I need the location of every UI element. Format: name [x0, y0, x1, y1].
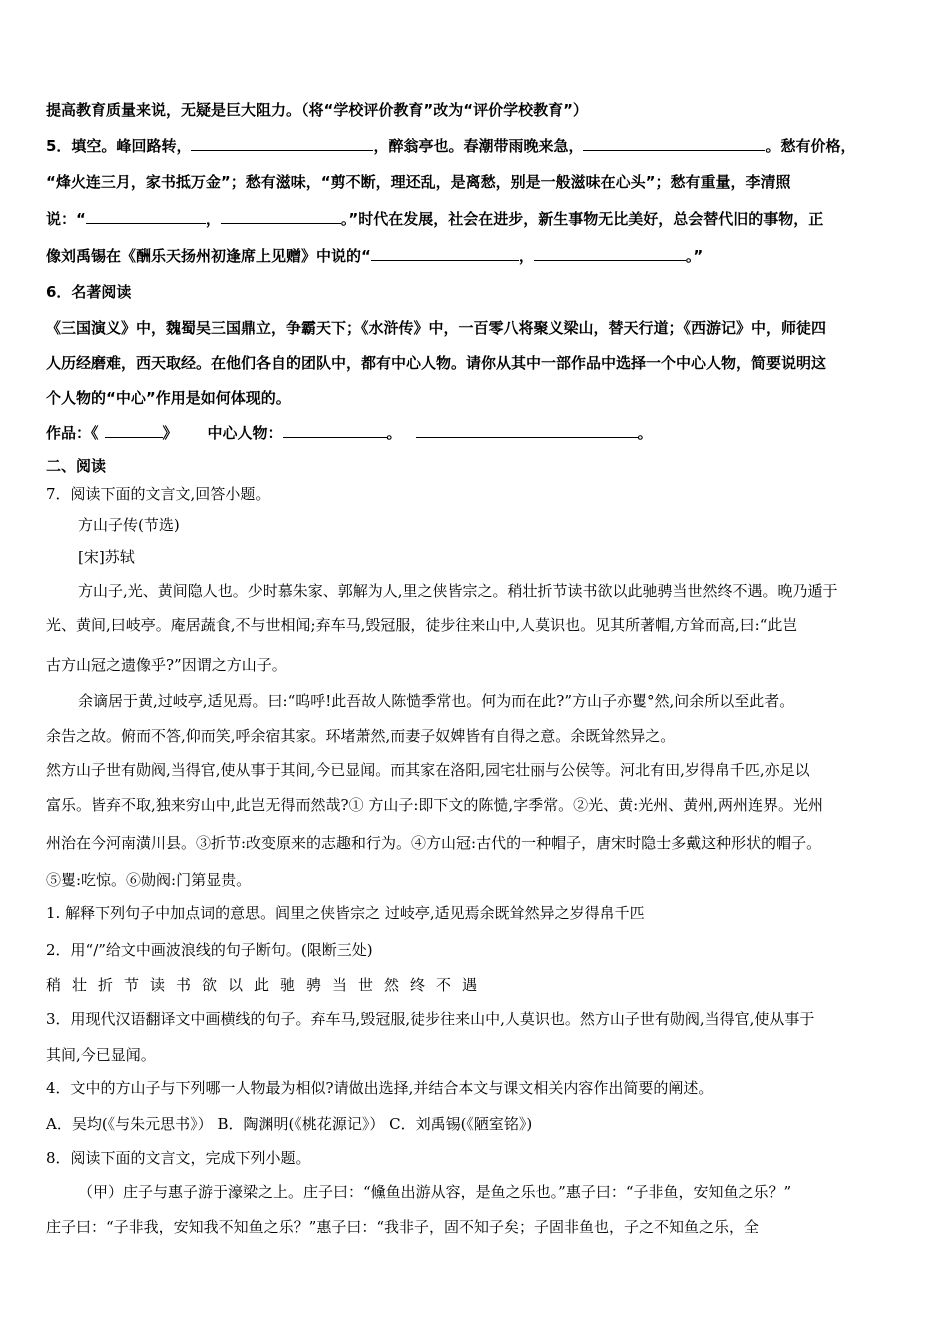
passage-line: 余告之故。俯而不答,仰而笑,呼余宿其家。环堵萧然,而妻子奴婢皆有自得之意。余既耸然异之。 — [46, 727, 676, 745]
q6-title: 6．名著阅读 — [46, 283, 132, 301]
explanation-blank[interactable] — [416, 423, 638, 438]
q7-intro: 7．阅读下面的文言文,回答小题。 — [46, 485, 271, 503]
q6-paragraph-3: 个人物的“中心”作用是如何体现的。 — [46, 389, 291, 407]
work-close: 》 — [162, 424, 178, 442]
q5-line-3 — [46, 209, 823, 229]
passage-line: 光、黄间,曰岐亭。庵居蔬食,不与世相闻;弃车马,毁冠服，徒步往来山中,人莫识也。见其所著帽,方耸而高,曰:“此岂 — [46, 616, 798, 634]
q5-line-4 — [46, 246, 703, 266]
passage-line: 方山子,光、黄间隐人也。少时慕朱家、郭解为人,里之侠皆宗之。稍壮折节读书欲以此驰骋当世然终不遇。晚乃遁于 — [78, 582, 838, 600]
work-blank[interactable] — [105, 423, 163, 438]
person-label: 中心人物： — [207, 424, 283, 442]
passage-title: 方山子传(节选) — [78, 516, 180, 534]
q5-line-2: “烽火连三月，家书抵万金”；愁有滋味，“剪不断，理还乱，是离愁，别是一般滋味在心头”；愁有重量，李清照 — [46, 173, 791, 191]
q5-text: ，醉翁亭也。春潮带雨晚来急， — [373, 137, 584, 155]
fill-blank[interactable] — [583, 136, 765, 151]
q5-text: 。愁有价格， — [765, 137, 856, 155]
sub-question-3: 3．用现代汉语翻译文中画横线的句子。弃车马,毁冠服,徒步往来山中,人莫识也。然方山子世有勋阀,当得官,使从事于 — [46, 1010, 815, 1028]
q5-text: 说：“ — [46, 210, 86, 228]
q6-paragraph-1: 《三国演义》中，魏蜀吴三国鼎立，争霸天下；《水浒传》中，一百零八将聚义梁山，替天行道；《西游记》中，师徒四 — [46, 319, 827, 337]
q6-paragraph-2: 人历经磨难，西天取经。在他们各自的团队中，都有中心人物。请你从其中一部作品中选择一个中心人物，简要说明这 — [46, 354, 827, 372]
fill-blank[interactable] — [371, 246, 519, 261]
passage-line: 古方山冠之遗像乎?”因谓之方山子。 — [46, 656, 287, 674]
passage-line: 然方山子世有勋阀,当得官,使从事于其间,今已显闻。而其家在洛阳,园宅壮丽与公侯等。河北有田,岁得帛千匹,亦足以 — [46, 761, 810, 779]
q5-line-1 — [46, 136, 855, 156]
passage-line: 州治在今河南潢川县。③折节:改变原来的志趣和行为。④方山冠:古代的一种帽子，唐宋时隐士多戴这种形状的帽子。 — [46, 834, 822, 852]
sub-question-3-cont: 其间,今已显闻。 — [46, 1046, 156, 1064]
fill-blank[interactable] — [221, 209, 341, 224]
sub-question-1: 1. 解释下列句子中加点词的意思。闾里之侠皆宗之 过岐亭,适见焉余既耸然异之岁得帛千匹 — [46, 904, 645, 922]
answer-options: A．吴均(《与朱元思书》） B．陶渊明(《桃花源记》） C．刘禹锡(《陋室铭》) — [46, 1115, 533, 1133]
q8-passage-line: 庄子曰：“子非我，安知我不知鱼之乐？”惠子曰：“我非子，固不知子矣；子固非鱼也，子之不知鱼之乐，全 — [46, 1218, 760, 1236]
q5-text: 像刘禹锡在《酬乐天扬州初逢席上见赠》中说的“ — [46, 247, 371, 265]
work-label: 作品：《 — [46, 424, 99, 442]
period: 。 — [637, 424, 653, 442]
fill-blank[interactable] — [191, 136, 373, 151]
q5-text: 。”时代在发展，社会在进步，新生事物无比美好，总会替代旧的事物，正 — [340, 210, 824, 228]
passage-line: 余谪居于黄,过岐亭,适见焉。曰:“呜呼!此吾故人陈慥季常也。何为而在此?”方山子亦矍°然,问余所以至此者。 — [78, 692, 795, 710]
sub-question-4: 4．文中的方山子与下列哪一人物最为相似?请做出选择,并结合本文与课文相关内容作出简要的阐述。 — [46, 1079, 714, 1097]
q5-text: 5．填空。峰回路转， — [46, 137, 192, 155]
q5-text: ， — [205, 210, 221, 228]
footnote-line: ⑤矍:吃惊。⑥勋阀:门第显贵。 — [46, 871, 252, 889]
person-blank[interactable] — [283, 423, 387, 438]
passage-line: 富乐。皆弃不取,独来穷山中,此岂无得而然哉?① 方山子:即下文的陈慥,字季常。②光、黄:光州、黄州,两州连界。光州 — [46, 796, 823, 814]
fill-blank[interactable] — [534, 246, 686, 261]
sub-question-2: 2．用“/”给文中画波浪线的句子断句。(限断三处) — [46, 941, 373, 959]
q5-text: ， — [518, 247, 534, 265]
q5-text: 。” — [685, 247, 704, 265]
q8-passage-line: （甲）庄子与惠子游于濠梁之上。庄子曰：“儵鱼出游从容，是鱼之乐也。”惠子曰：“子非鱼，安知鱼之乐？” — [78, 1183, 792, 1201]
section-title: 二、阅读 — [46, 457, 107, 475]
q4-tail-text: 提高教育质量来说，无疑是巨大阻力。（将“学校评价教育”改为“评价学校教育”） — [46, 101, 588, 119]
period: 。 — [386, 424, 402, 442]
q8-intro: 8．阅读下面的文言文，完成下列小题。 — [46, 1149, 311, 1167]
sentence-to-punctuate: 稍壮折节读书欲以此驰骋当世然终不遇 — [46, 976, 489, 994]
fill-blank[interactable] — [86, 209, 206, 224]
q6-answer-line — [46, 423, 653, 443]
passage-author: [宋]苏轼 — [78, 548, 135, 566]
